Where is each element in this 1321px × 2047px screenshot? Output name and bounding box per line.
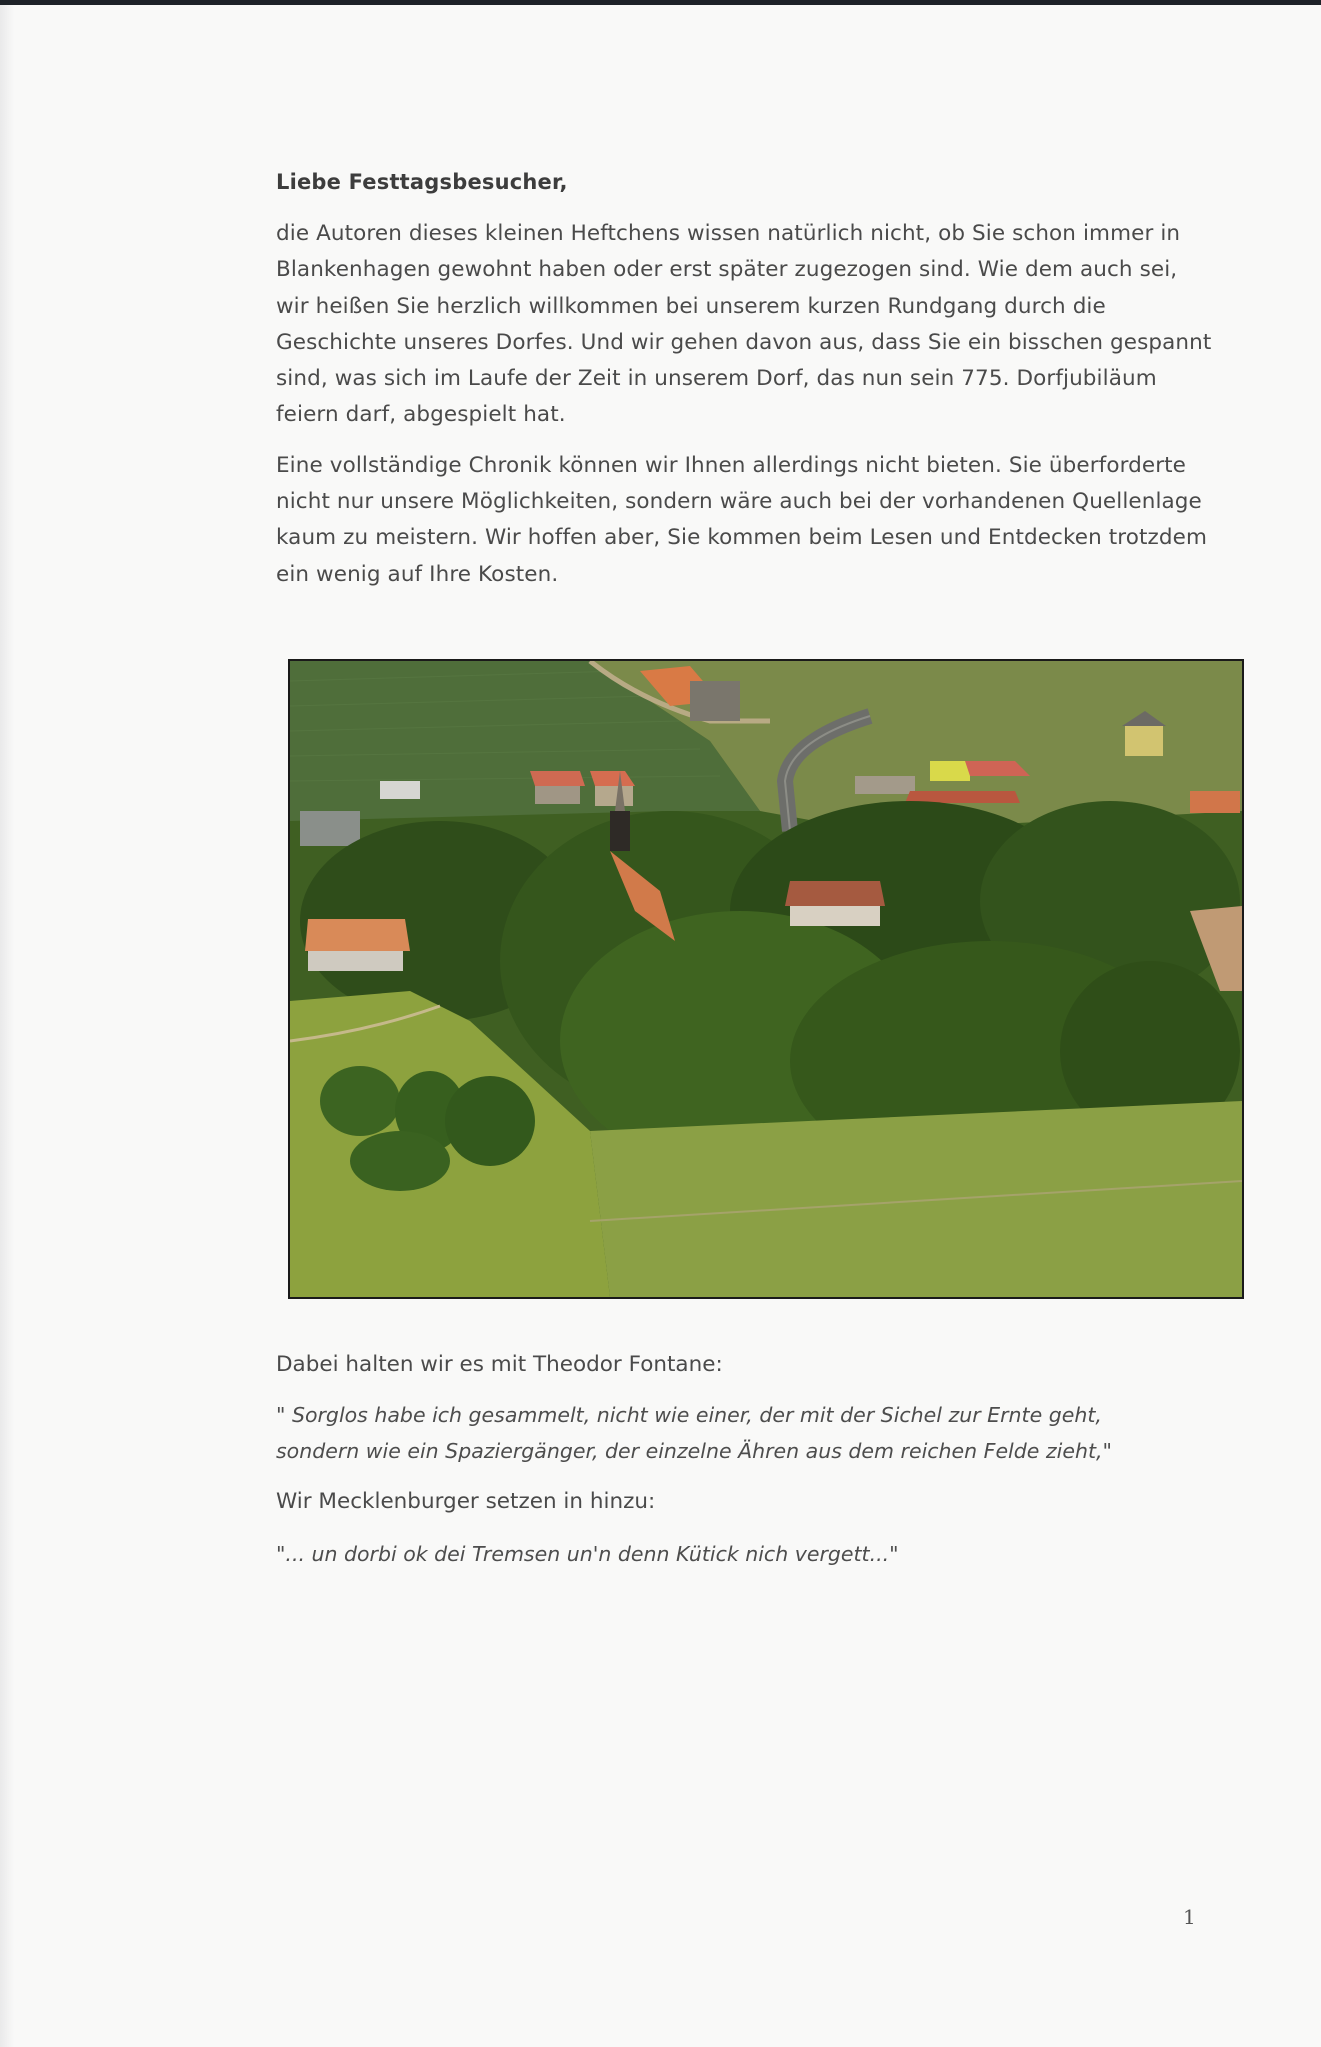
aerial-village-photo	[288, 659, 1244, 1299]
scan-top-edge	[0, 0, 1321, 5]
mecklenburg-quote: "... un dorbi ok dei Tremsen un'n denn Kütick nich vergett..."	[276, 1542, 899, 1566]
greeting-heading: Liebe Festtagsbesucher,	[276, 170, 568, 194]
page-number: 1	[1183, 1905, 1196, 1929]
aerial-photo-illustration	[290, 661, 1242, 1297]
page-gutter-shadow	[0, 5, 14, 2047]
fontane-quote-line-2: sondern wie ein Spaziergänger, der einzelne Ähren aus dem reichen Felde zieht,"	[276, 1439, 1112, 1463]
quotes-block	[276, 1352, 1216, 1572]
mecklenburg-intro: Wir Mecklenburger setzen in hinzu:	[276, 1489, 656, 1514]
fontane-quote-line-1: " Sorglos habe ich gesammelt, nicht wie einer, der mit der Sichel zur Ernte geht,	[276, 1403, 1102, 1427]
intro-text-block	[276, 170, 1216, 607]
paragraph-welcome: die Autoren dieses kleinen Heftchens wissen natürlich nicht, ob Sie schon immer in Blankenhagen gewohnt haben oder erst später zugezogen sind. Wie dem auch sei, wir heißen Sie herzlich willkommen bei unserem kurzen Rundgang durch die Geschichte unseres Dorfes. Und wir gehen davon aus, dass Sie ein bisschen gespannt sind, was sich im Laufe der Zeit in unserem Dorf, das nun sein 775. Dorfjubiläum feiern darf, abgespielt hat.	[276, 221, 1212, 428]
paragraph-chronicle: Eine vollständige Chronik können wir Ihnen allerdings nicht bieten. Sie überforderte nicht nur unsere Möglichkeiten, sondern wäre auch bei der vorhandenen Quellenlage kaum zu meistern. Wir hoffen aber, Sie kommen beim Lesen und Entdecken trotzdem ein wenig auf Ihre Kosten.	[276, 452, 1208, 587]
fontane-intro: Dabei halten wir es mit Theodor Fontane:	[276, 1352, 723, 1377]
